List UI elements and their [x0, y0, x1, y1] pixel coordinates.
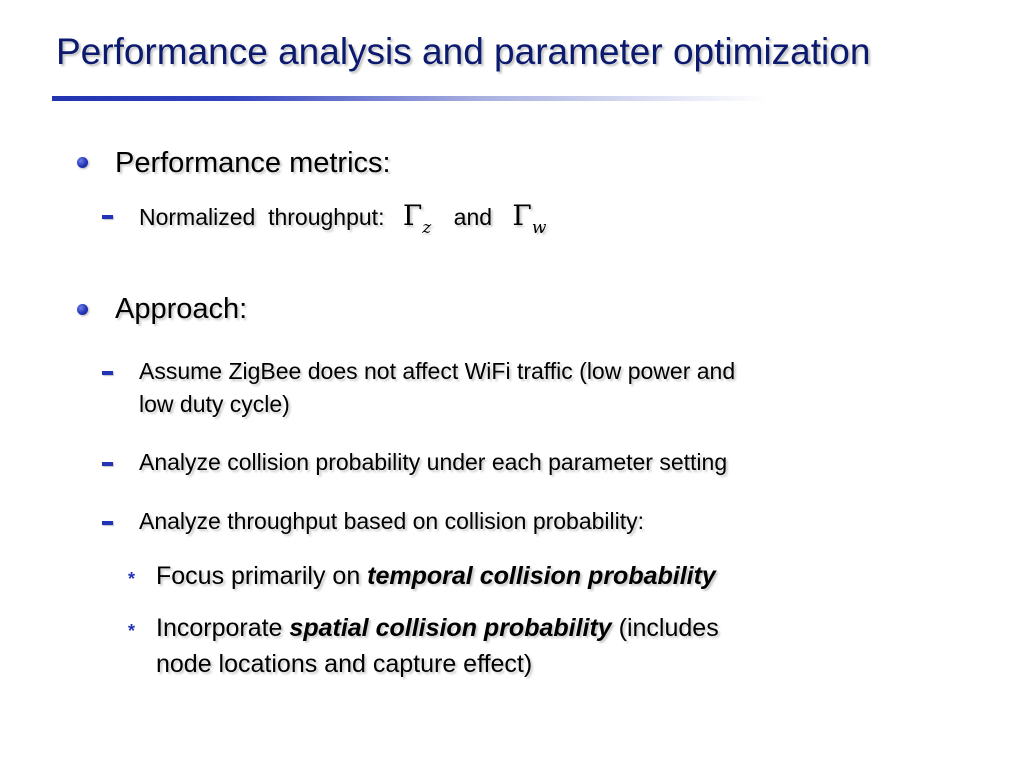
metric-conjunction: and [453, 204, 493, 230]
gamma-w-symbol: $\Gamma_w$ [512, 199, 547, 238]
metric-prefix: Normalized throughput: [139, 204, 385, 230]
approach-item-assume-line2: low duty cycle) [139, 391, 290, 417]
dash-bullet-icon [102, 462, 113, 466]
dash-bullet-icon [102, 521, 113, 525]
title-underline [52, 96, 767, 101]
section-heading-approach: Approach: [115, 293, 248, 325]
bullet-dot-icon [77, 157, 88, 168]
section-heading-metrics: Performance metrics: [115, 147, 391, 179]
slide-title: Performance analysis and parameter optimization [56, 31, 871, 72]
subitem-spatial-line2: node locations and capture effect) [156, 650, 533, 678]
emphasis-temporal: temporal collision probability [367, 562, 716, 590]
emphasis-spatial: spatial collision probability [289, 614, 612, 642]
subitem-spatial-line1: Incorporate spatial collision probability (includes [156, 614, 719, 642]
dash-bullet-icon [102, 371, 113, 375]
approach-item-assume-line1: Assume ZigBee does not affect WiFi traffic (low power and [139, 358, 736, 384]
bullet-dot-icon [77, 304, 88, 315]
metric-item-throughput [139, 200, 546, 244]
asterisk-bullet-icon: * [128, 621, 136, 641]
subitem-temporal: Focus primarily on temporal collision probability [156, 562, 716, 590]
gamma-z-symbol: $\Gamma_z$ [402, 199, 432, 238]
asterisk-bullet-icon: * [128, 569, 136, 589]
dash-bullet-icon [102, 215, 113, 219]
approach-item-collision: Analyze collision probability under each parameter setting [139, 449, 728, 475]
approach-item-throughput: Analyze throughput based on collision probability: [139, 508, 645, 534]
